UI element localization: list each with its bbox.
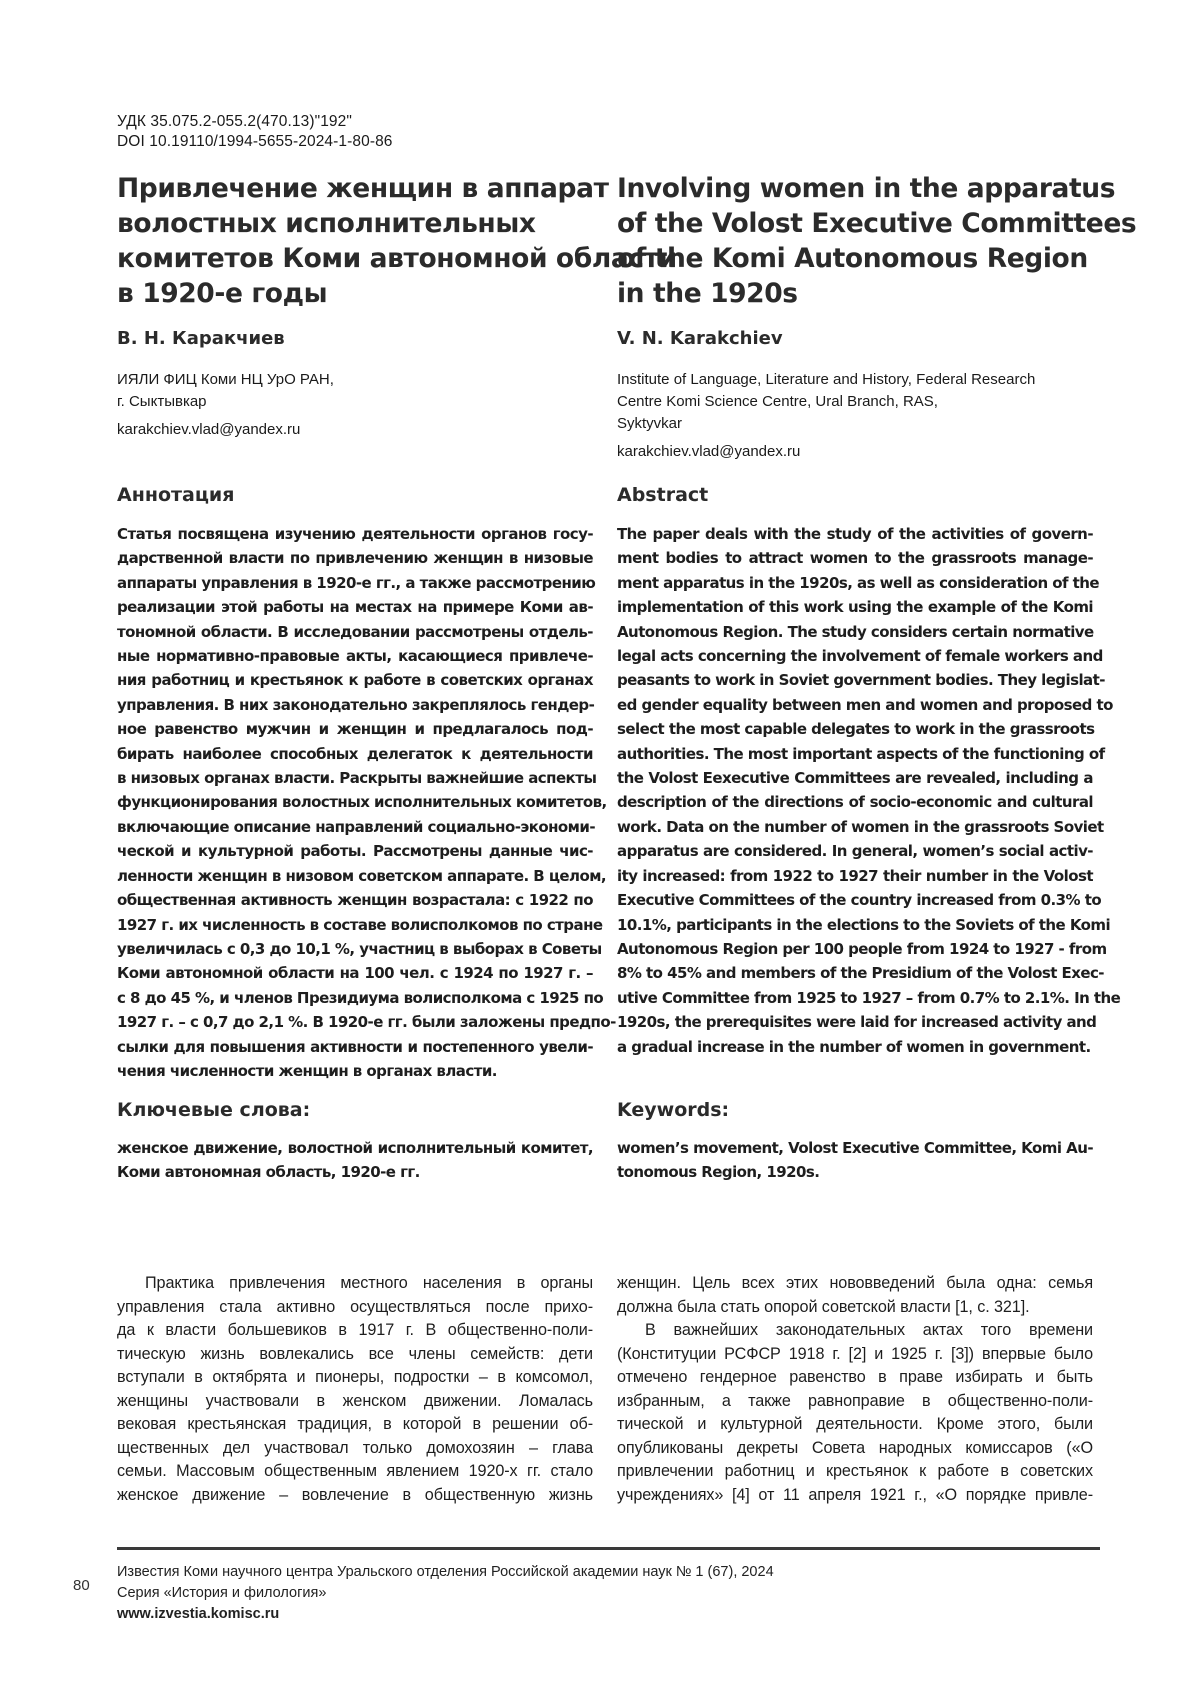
abstract-line: Executive Committees of the country increased from 0.3% to <box>617 891 1102 910</box>
abstract-line: the Volost Eexecutive Committees are revealed, including a <box>617 769 1093 788</box>
abstract-line: тономной области. В исследовании рассмотрены отдель- <box>117 622 593 641</box>
title-en-line: in the 1920s <box>617 278 798 309</box>
body-column-right <box>617 1272 1093 1507</box>
page-number: 80 <box>73 1577 90 1594</box>
body-line: да к власти большевиков в 1917 г. В общественно-поли- <box>117 1321 593 1339</box>
title-ru-line: комитетов Коми автономной области <box>117 243 677 274</box>
abstract-line: сылки для повышения активности и постепенного увели- <box>117 1037 593 1056</box>
abstract-line: ные нормативно-правовые акты, касающиеся привлече- <box>117 647 593 666</box>
affiliation-line: г. Сыктывкар <box>117 393 207 410</box>
abstract-line: дарственной власти по привлечению женщин в низовые <box>117 549 593 568</box>
abstract-heading-ru: Аннотация <box>117 484 235 506</box>
abstract-en <box>617 522 1121 1059</box>
keywords-heading-ru: Ключевые слова: <box>117 1099 311 1121</box>
abstract-line: аппараты управления в 1920-е гг., а также рассмотрению <box>117 573 596 592</box>
abstract-line: implementation of this work using the example of the Komi <box>617 598 1093 617</box>
body-line: щественных дел участвовал только домохозяин – глава <box>117 1438 593 1457</box>
affiliation-line: ИЯЛИ ФИЦ Коми НЦ УрО РАН, <box>117 371 334 388</box>
abstract-line: 1920s, the prerequisites were laid for increased activity and <box>617 1013 1097 1032</box>
abstract-line: 10.1%, participants in the elections to the Soviets of the Komi <box>617 915 1111 934</box>
abstract-line: 8% to 45% and members of the Presidium of the Volost Exec- <box>617 964 1104 983</box>
body-line: управления стала активно осуществляться после прихо- <box>117 1297 593 1316</box>
abstract-line: общественная активность женщин возрастала: с 1922 по <box>117 891 593 910</box>
body-line: опубликованы декреты Совета народных комиссаров («О <box>617 1438 1093 1457</box>
keywords-line: Коми автономная область, 1920-е гг. <box>117 1163 420 1182</box>
body-line: семьи. Массовым общественным явлением 1920-х гг. стало <box>117 1462 593 1480</box>
email-en: karakchiev.vlad@yandex.ru <box>617 443 801 460</box>
keywords-line: women’s movement, Volost Executive Committee, Komi Au- <box>617 1139 1093 1157</box>
author-ru: В. Н. Каракчиев <box>117 328 285 349</box>
body-line: вековая крестьянская традиция, в которой в решении об- <box>117 1415 593 1433</box>
abstract-line: utive Committee from 1925 to 1927 – from 0.7% to 2.1%. In the <box>617 988 1121 1007</box>
abstract-line: ed gender equality between men and women and proposed to <box>617 695 1113 714</box>
abstract-line: Коми автономной области на 100 чел. с 1924 по 1927 г. – <box>117 964 593 983</box>
abstract-line: Autonomous Region per 100 people from 1924 to 1927 - from <box>617 939 1107 958</box>
journal-url-link[interactable]: www.izvestia.komisc.ru <box>117 1606 280 1622</box>
abstract-ru <box>117 522 616 1083</box>
journal-series: Серия «История и филология» <box>117 1585 327 1601</box>
body-line: женское движение – вовлечение в общественную жизнь <box>117 1485 593 1504</box>
affiliation-ru <box>117 369 334 413</box>
affiliation-line: Centre Komi Science Centre, Ural Branch, RAS, <box>617 393 938 410</box>
abstract-heading-en: Abstract <box>617 484 709 506</box>
article-metadata <box>117 112 393 152</box>
body-line: женщины участвовали в женском движении. Ломалась <box>117 1391 593 1410</box>
journal-name: Известия Коми научного центра Уральского отделения Российской академии наук № 1 (67), 2024 <box>117 1564 774 1580</box>
title-en <box>617 171 1136 311</box>
body-line: тическую жизнь вовлекались все члены семейств: дети <box>117 1344 593 1363</box>
abstract-line: authorities. The most important aspects of the functioning of <box>617 744 1105 763</box>
abstract-line: ity increased: from 1922 to 1927 their number in the Volost <box>617 866 1093 885</box>
keywords-line: женское движение, волостной исполнительный комитет, <box>117 1139 593 1157</box>
body-line: женщин. Цель всех этих нововведений была одна: семья <box>617 1274 1093 1292</box>
footer-divider <box>117 1547 1100 1550</box>
body-line: В важнейших законодательных актах того времени <box>645 1321 1093 1339</box>
body-column-left <box>117 1272 593 1507</box>
abstract-line: apparatus are considered. In general, women’s social activ- <box>617 842 1093 861</box>
keywords-line: tonomous Region, 1920s. <box>617 1163 820 1182</box>
abstract-line: ment bodies to attract women to the grassroots manage- <box>617 549 1093 568</box>
abstract-line: 1927 г. их численность в составе волисполкомов по стране <box>117 915 603 934</box>
title-ru-line: волостных исполнительных <box>117 208 536 239</box>
keywords-en <box>617 1136 1093 1185</box>
udc-code: УДК 35.075.2-055.2(470.13)"192" <box>117 113 352 130</box>
author-en: V. N. Karakchiev <box>617 328 783 349</box>
affiliation-line: Institute of Language, Literature and History, Federal Research <box>617 371 1036 388</box>
body-line: Практика привлечения местного населения в органы <box>145 1274 593 1292</box>
title-ru-line: в 1920-е годы <box>117 278 328 309</box>
abstract-line: с 8 до 45 %, и членов Президиума волисполкома с 1925 по <box>117 988 604 1007</box>
abstract-line: 1927 г. – с 0,7 до 2,1 %. В 1920-е гг. были заложены предпо- <box>117 1013 616 1032</box>
abstract-line: функционирования волостных исполнительных комитетов, <box>117 793 607 812</box>
abstract-line: The paper deals with the study of the activities of govern- <box>617 525 1093 543</box>
body-line: отмечено гендерное равенство в праве избирать и быть <box>617 1368 1093 1386</box>
abstract-line: Autonomous Region. The study considers certain normative <box>617 622 1094 641</box>
title-ru-line: Привлечение женщин в аппарат <box>117 173 609 204</box>
journal-footer <box>117 1562 774 1625</box>
abstract-line: description of the directions of socio-economic and cultural <box>617 793 1093 812</box>
doi: DOI 10.19110/1994-5655-2024-1-80-86 <box>117 133 393 150</box>
abstract-line: ное равенство мужчин и женщин и предлагалось под- <box>117 720 593 739</box>
title-en-line: of the Volost Executive Committees <box>617 208 1137 239</box>
body-line: привлечении работниц и крестьянок к работе в советских <box>617 1462 1093 1480</box>
abstract-line: в низовых органах власти. Раскрыты важнейшие аспекты <box>117 769 597 788</box>
abstract-line: ленности женщин в низовом советском аппарате. В целом, <box>117 866 607 885</box>
abstract-line: реализации этой работы на местах на примере Коми ав- <box>117 598 593 617</box>
body-line: учреждениях» [4] от 11 апреля 1921 г., «О порядке привле- <box>617 1485 1093 1504</box>
email-ru: karakchiev.vlad@yandex.ru <box>117 421 301 438</box>
abstract-line: peasants to work in Soviet government bodies. They legislat- <box>617 671 1105 690</box>
abstract-line: ment apparatus in the 1920s, as well as consideration of the <box>617 573 1100 592</box>
body-line: избранным, а также равноправие в общественно-поли- <box>617 1391 1093 1410</box>
abstract-line: бирать наиболее способных делегаток к деятельности <box>117 744 593 763</box>
abstract-line: a gradual increase in the number of women in government. <box>617 1037 1091 1056</box>
abstract-line: ния работниц и крестьянок к работе в советских органах <box>117 671 593 690</box>
abstract-line: Статья посвящена изучению деятельности органов госу- <box>117 525 593 543</box>
abstract-line: увеличилась с 0,3 до 10,1 %, участниц в выборах в Советы <box>117 939 602 958</box>
affiliation-line: Syktyvkar <box>617 415 683 432</box>
abstract-line: legal acts concerning the involvement of female workers and <box>617 647 1103 666</box>
body-line: (Конституции РСФСР 1918 г. [2] и 1925 г. [3]) впервые было <box>617 1344 1093 1363</box>
affiliation-en <box>617 369 1035 435</box>
abstract-line: чения численности женщин в органах власти. <box>117 1061 497 1080</box>
body-line: тической и культурной деятельности. Кроме этого, были <box>617 1415 1093 1433</box>
abstract-line: ческой и культурной работы. Рассмотрены данные чис- <box>117 842 593 861</box>
abstract-line: включающие описание направлений социально-экономи- <box>117 817 596 836</box>
title-en-line: Involving women in the apparatus <box>617 173 1116 204</box>
body-line: вступали в октябрята и пионеры, подростки – в комсомол, <box>117 1368 593 1386</box>
body-line: должна была стать опорой советской власти [1, с. 321]. <box>617 1297 1030 1316</box>
keywords-ru <box>117 1136 593 1185</box>
abstract-line: управления. В них законодательно закреплялось гендер- <box>117 695 595 714</box>
title-ru <box>117 171 677 311</box>
abstract-line: select the most capable delegates to work in the grassroots <box>617 720 1095 739</box>
keywords-heading-en: Keywords: <box>617 1099 730 1121</box>
abstract-line: work. Data on the number of women in the grassroots Soviet <box>617 817 1104 836</box>
title-en-line: of the Komi Autonomous Region <box>617 243 1088 274</box>
